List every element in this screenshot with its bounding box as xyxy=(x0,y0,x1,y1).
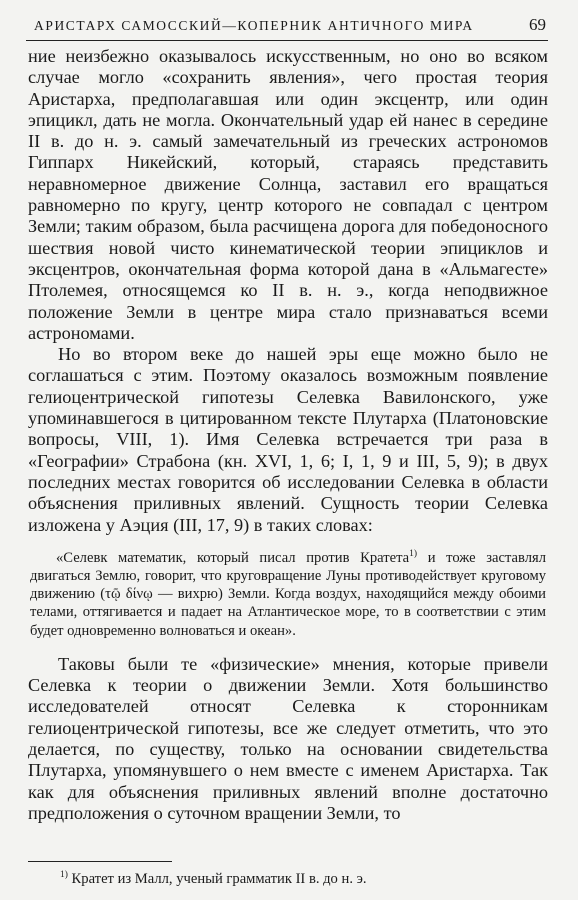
main-text xyxy=(28,46,548,824)
paragraph-seleucus: Но во втором веке до нашей эры еще можно было не соглашаться с этим. Поэтому оказалось возможным появление гелиоцентрической гипотезы Селевка Вавилонского, уже упоминавшегося в цитированном тексте Плутарха (Платоновские вопросы, VIII, 1). Имя Селевка встречается три раза в «Географии» Страбона (кн. XVI, 1, 6; I, 1, 9 и III, 5, 9); в двух последних местах говорится об исследовании Селевка в области объяснения приливных явлений. Сущность теории Селевка изложена у Аэция (III, 17, 9) в таких словах: xyxy=(28,344,548,535)
paragraph-continued: ние неизбежно оказывалось искусственным, но оно во всяком случае могло «сохранить явления», чего простая теория Аристарха, предполагавшая или один эксцентр, или один эпицикл, дать не могла. Окончательный удар ей нанес в середине II в. до н. э. самый замечательный из греческих астрономов Гиппарх Никейский, который, стараясь представить неравномерное движение Солнца, заставил его вращаться равномерно по кругу, центр которого не совпадал с центром Земли; таким образом, была расчищена дорога для победоносного шествия новой чисто кинематической теории эпициклов и эксцентров, окончательная форма которой дана в «Альмагесте» Птолемея, относящемся ко II в. н. э., когда неподвижное положение Земли в центре мира стало признаваться всеми астрономами. xyxy=(28,46,548,343)
footnote-separator xyxy=(28,861,172,862)
footnote xyxy=(60,870,540,888)
quote-text-start: «Селевк математик, который писал против Кратета xyxy=(56,549,410,566)
footnote-text: Кратет из Малл, ученый грамматик II в. до н. э. xyxy=(67,871,367,887)
block-quote-aetius xyxy=(28,549,548,640)
running-title: АРИСТАРХ САМОССКИЙ—КОПЕРНИК АНТИЧНОГО МИРА xyxy=(34,18,474,33)
running-header xyxy=(26,12,548,41)
page-number: 69 xyxy=(529,15,546,34)
footnote-reference[interactable]: 1) xyxy=(409,548,418,559)
paragraph-physical-views: Таковы были те «физические» мнения, которые привели Селевка к теории о движении Земли. Хотя большинство исследователей относят Селевка к сторонникам гелиоцентрической гипотезы, все же следует отметить, что это делается, по существу, только на основании свидетельства Плутарха, упомянувшего о нем вместе с именем Аристарха. Так как для объяснения приливных явлений вполне достаточно предположения о суточном вращении Земли, то xyxy=(28,653,548,823)
footnote-mark: 1) xyxy=(60,870,68,881)
quote-text-end: и тоже заставлял двигаться Землю, говорит, что круговращение Луны противодействует круговому движению (τῷ δίνῳ — вихрю) Земли. Когда воздух, находящийся между обоими телами, оттягивается и падает на Атлантическое море, то в соответствии с этим будет одновременно волноваться и океан». xyxy=(30,549,546,639)
